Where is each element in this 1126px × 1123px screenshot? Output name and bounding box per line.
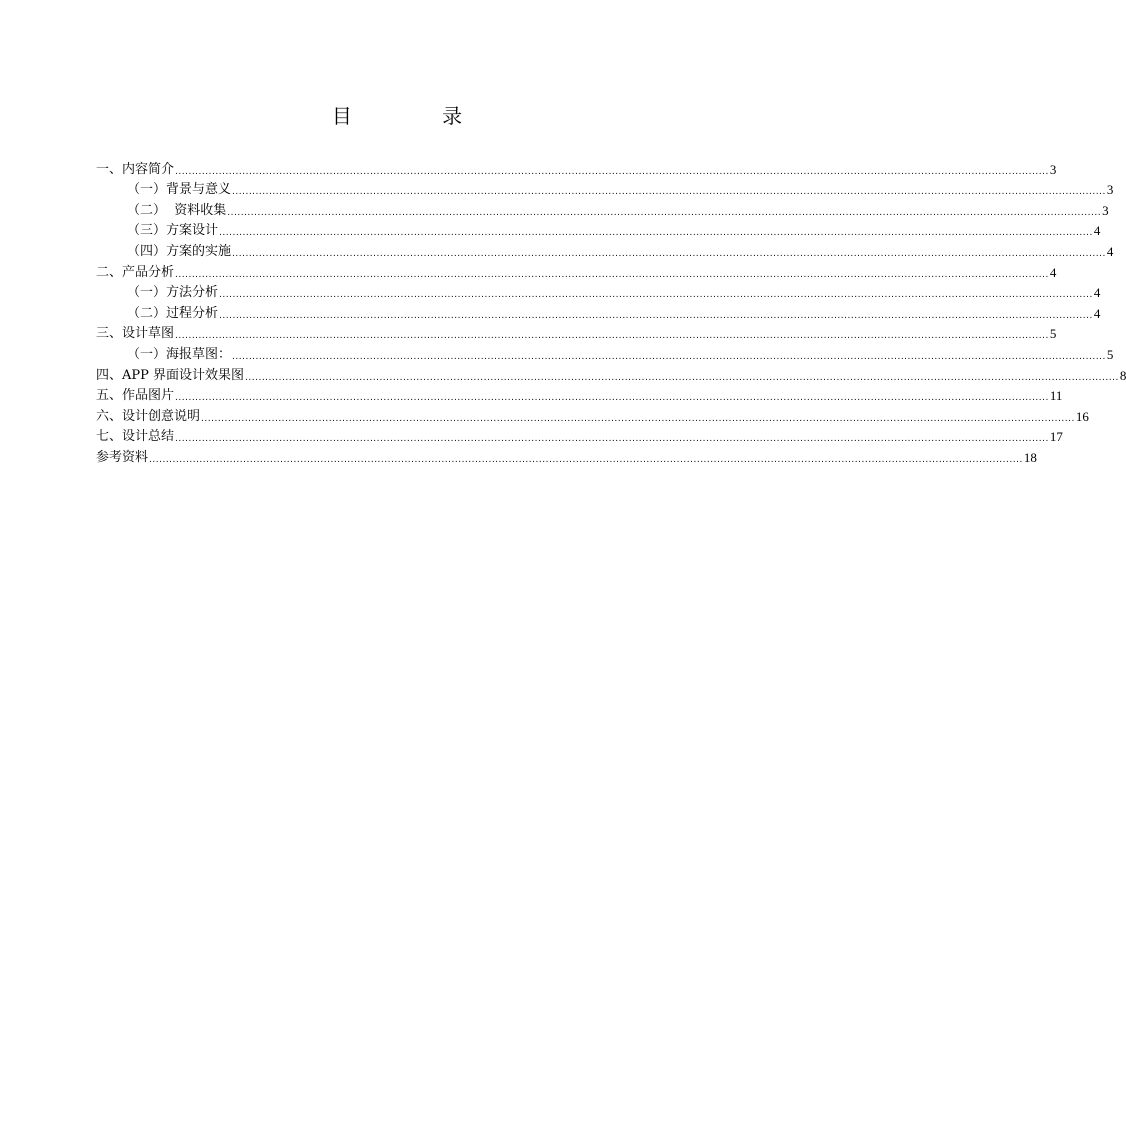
toc-entry-page: 5 [1106,346,1114,362]
toc-dot-leader: .................................................................................................................................................................................................................................................................... [245,372,1119,383]
toc-dot-leader: .................................................................................................................................................................................................................................................................... [175,331,1049,342]
toc-entry-page: 18 [1023,449,1037,465]
toc-entry[interactable] [96,404,1089,425]
toc-entry-page: 16 [1075,408,1089,424]
toc-entry-page: 5 [1049,326,1057,342]
toc-dot-leader: .................................................................................................................................................................................................................................................................... [219,310,1093,321]
toc-entry-label: 三、设计草图 [96,326,175,342]
toc-dot-leader: .................................................................................................................................................................................................................................................................... [175,166,1049,177]
toc-entry[interactable] [96,260,1057,281]
toc-entry-label: （一）海报草图： [127,346,232,362]
toc-entry-label: （一）方法分析 [127,285,219,301]
toc-entry-label: （四）方案的实施 [127,243,232,259]
toc-entry[interactable] [96,342,1114,363]
toc-entry-page: 3 [1102,202,1109,218]
toc-dot-leader: .................................................................................................................................................................................................................................................................... [227,207,1102,218]
toc-entry-page: 17 [1049,429,1063,445]
toc-entry[interactable] [96,363,1126,384]
toc-entry-label: （二） 资料收集 [127,202,227,218]
toc-dot-leader: .................................................................................................................................................................................................................................................................... [232,248,1106,259]
toc-dot-leader: .................................................................................................................................................................................................................................................................... [201,413,1075,424]
table-of-contents [96,157,1126,466]
toc-entry-page: 4 [1093,223,1101,239]
toc-entry-label: （三）方案设计 [127,223,219,239]
toc-dot-leader: .................................................................................................................................................................................................................................................................... [232,187,1106,198]
toc-entry[interactable] [96,198,1109,219]
toc-entry-label: （二）过程分析 [127,305,219,321]
toc-entry[interactable] [96,301,1101,322]
toc-entry-page: 3 [1049,161,1057,177]
toc-entry-page: 4 [1093,285,1101,301]
toc-entry[interactable] [96,157,1057,178]
toc-entry[interactable] [96,425,1063,446]
toc-entry[interactable] [96,445,1037,466]
toc-entry-page: 11 [1049,388,1063,404]
toc-entry-page: 4 [1093,305,1101,321]
toc-entry-page: 3 [1106,182,1114,198]
toc-dot-leader: .................................................................................................................................................................................................................................................................... [175,269,1049,280]
toc-entry-page: 8 [1119,367,1126,383]
toc-entry-label: 一、内容简介 [96,161,175,177]
toc-entry-label: 七、设计总结 [96,429,175,445]
toc-dot-leader: .................................................................................................................................................................................................................................................................... [175,434,1049,445]
toc-entry-label: 参考资料 [96,449,149,465]
toc-entry-label: 二、产品分析 [96,264,175,280]
toc-entry-label: （一）背景与意义 [127,182,232,198]
toc-entry-label: 六、设计创意说明 [96,408,201,424]
page-title: 目 录 [331,104,505,128]
toc-entry[interactable] [96,322,1057,343]
toc-entry-page: 4 [1049,264,1057,280]
toc-entry-label: 五、作品图片 [96,388,175,404]
toc-dot-leader: .................................................................................................................................................................................................................................................................... [232,351,1106,362]
toc-entry[interactable] [96,219,1101,240]
toc-dot-leader: .................................................................................................................................................................................................................................................................... [219,290,1093,301]
toc-entry[interactable] [96,384,1063,405]
toc-dot-leader: .................................................................................................................................................................................................................................................................... [149,454,1023,465]
toc-dot-leader: .................................................................................................................................................................................................................................................................... [219,228,1093,239]
toc-entry[interactable] [96,178,1114,199]
toc-entry-label: 四、APP 界面设计效果图 [96,367,245,383]
toc-entry[interactable] [96,281,1101,302]
toc-dot-leader: .................................................................................................................................................................................................................................................................... [175,393,1049,404]
toc-entry[interactable] [96,239,1114,260]
toc-entry-page: 4 [1106,243,1114,259]
